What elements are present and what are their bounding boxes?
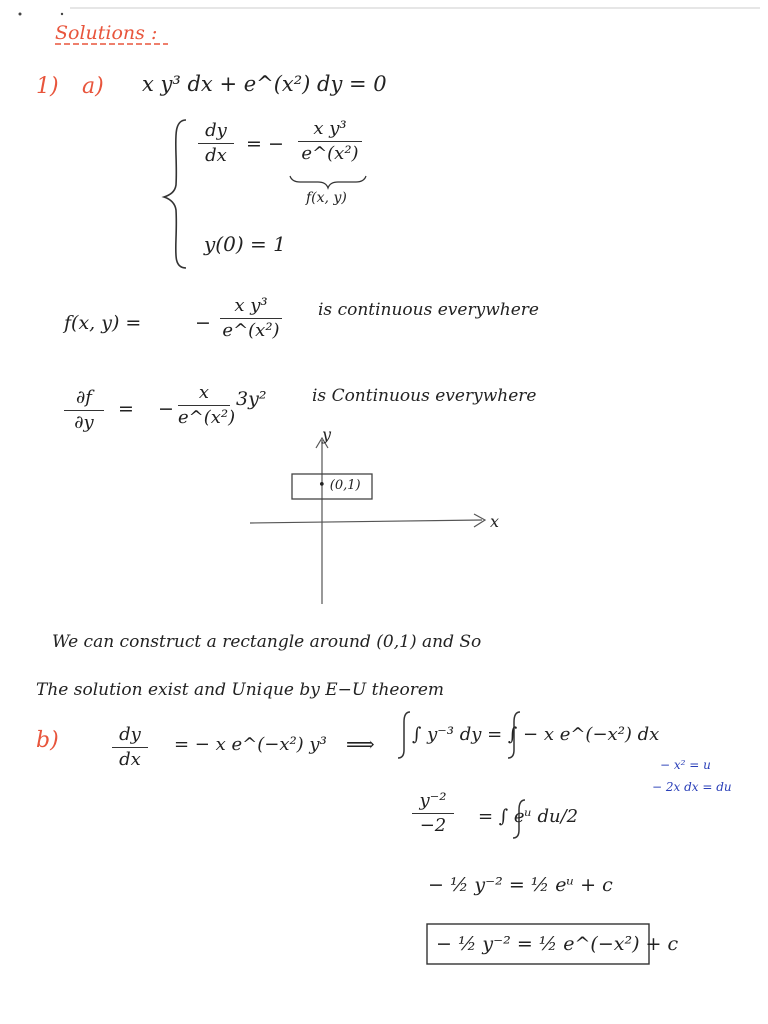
initial-condition: y(0) = 1 [204, 232, 286, 256]
final-answer: − ½ y⁻² = ½ e^(−x²) + c [436, 933, 679, 955]
step3: − ½ y⁻² = ½ eᵘ + c [428, 874, 613, 896]
x-axis [250, 520, 482, 523]
part-b-label: b) [36, 728, 59, 753]
step2-numerator: y⁻² [419, 790, 447, 811]
df-denominator: e^(x²) [178, 407, 236, 428]
f-minus-sign: − [195, 312, 211, 334]
f-definition-lhs: f(x, y) = [64, 312, 142, 334]
f-continuity-statement: is continuous everywhere [318, 300, 539, 320]
ivp-rhs-numerator: x y³ [313, 118, 347, 139]
partial-y-text: ∂y [74, 412, 94, 433]
df-continuity-statement: is Continuous everywhere [312, 386, 537, 406]
ivp-rhs-fraction [298, 118, 362, 165]
part-b-dy: dy [119, 724, 141, 745]
dy-text: dy [205, 120, 227, 141]
step2-denominator: −2 [419, 815, 447, 836]
partial-f-text: ∂f [76, 387, 92, 408]
part-a-label: a) [82, 74, 104, 99]
implies-arrow: ⟹ [346, 732, 375, 756]
problem-number: 1) [36, 74, 59, 99]
partial-f-fraction [64, 387, 104, 434]
df-equals: = [118, 398, 134, 420]
df-fraction [178, 382, 236, 429]
system-brace [164, 120, 186, 268]
part-a-equation: x y³ dx + e^(x²) dy = 0 [142, 72, 387, 96]
y-axis-label: y [322, 425, 332, 444]
underbrace [290, 176, 366, 188]
f-numerator: x y³ [234, 295, 268, 316]
x-axis-label: x [490, 512, 500, 531]
part-b-dx: dx [119, 749, 141, 770]
f-denominator: e^(x²) [222, 320, 280, 341]
ivp-equals: = − [246, 133, 284, 155]
df-minus: − [158, 398, 174, 420]
dx-text: dx [205, 145, 227, 166]
step2-fraction [412, 790, 454, 837]
f-fraction [220, 295, 282, 342]
ivp-rhs-denominator: e^(x²) [301, 143, 359, 164]
substitution-1: − x² = u [660, 758, 711, 772]
df-numerator: x [198, 382, 210, 403]
df-term: 3y² [236, 388, 267, 410]
part-b-dy-dx [112, 724, 148, 771]
conclusion-line-1: We can construct a rectangle around (0,1) and So [52, 632, 482, 652]
point-label: • (0,1) [318, 478, 361, 493]
part-b-de-rhs: = − x e^(−x²) y³ [174, 734, 327, 755]
solutions-heading: Solutions : [55, 22, 158, 44]
step2-rhs: = ∫ eᵘ du/2 [478, 806, 579, 827]
conclusion-line-2: The solution exist and Unique by E−U theorem [36, 680, 445, 700]
dy-dx-fraction [198, 120, 234, 167]
separated-integral: ∫ y⁻³ dy = ∫ − x e^(−x²) dx [412, 724, 660, 745]
f-brace-label: f(x, y) [306, 190, 347, 206]
substitution-2: − 2x dx = du [652, 780, 732, 794]
